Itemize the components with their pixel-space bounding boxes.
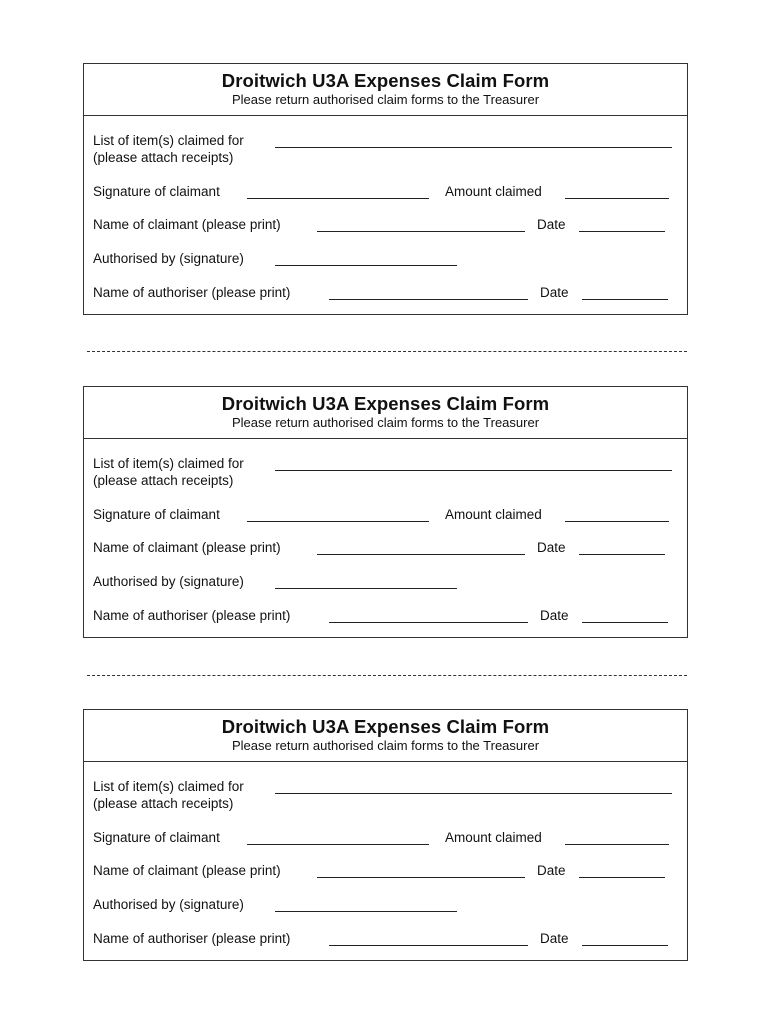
form-subtitle: Please return authorised claim forms to the Treasurer <box>231 92 540 107</box>
authorised-signature-field[interactable] <box>275 588 457 589</box>
form-title: Droitwich U3A Expenses Claim Form <box>221 70 550 91</box>
signature-field[interactable] <box>247 198 429 199</box>
date-label: Date <box>537 863 566 878</box>
signature-field[interactable] <box>247 521 429 522</box>
form-subtitle: Please return authorised claim forms to the Treasurer <box>231 415 540 430</box>
form-body <box>84 762 687 960</box>
cut-line <box>87 351 687 352</box>
signature-label: Signature of claimant <box>93 184 220 199</box>
authorised-label: Authorised by (signature) <box>93 897 244 912</box>
items-field[interactable] <box>275 470 672 471</box>
authoriser-name-label: Name of authoriser (please print) <box>93 931 291 946</box>
authorised-signature-field[interactable] <box>275 265 457 266</box>
amount-label: Amount claimed <box>445 184 542 199</box>
claimant-name-field[interactable] <box>317 554 525 555</box>
amount-field[interactable] <box>565 521 669 522</box>
date-label: Date <box>540 608 569 623</box>
claim-date-field[interactable] <box>579 231 665 232</box>
authorised-signature-field[interactable] <box>275 911 457 912</box>
amount-field[interactable] <box>565 198 669 199</box>
claimant-name-label: Name of claimant (please print) <box>93 863 281 878</box>
cut-line <box>87 675 687 676</box>
authorised-date-field[interactable] <box>582 622 668 623</box>
amount-label: Amount claimed <box>445 830 542 845</box>
items-label: List of item(s) claimed for <box>93 133 244 148</box>
claimant-name-field[interactable] <box>317 231 525 232</box>
items-field[interactable] <box>275 793 672 794</box>
claim-form-1 <box>83 63 688 315</box>
date-label: Date <box>540 931 569 946</box>
authorised-date-field[interactable] <box>582 945 668 946</box>
form-subtitle: Please return authorised claim forms to the Treasurer <box>231 738 540 753</box>
signature-label: Signature of claimant <box>93 507 220 522</box>
authorised-date-field[interactable] <box>582 299 668 300</box>
amount-label: Amount claimed <box>445 507 542 522</box>
form-header <box>84 387 687 439</box>
authorised-label: Authorised by (signature) <box>93 251 244 266</box>
form-header <box>84 710 687 762</box>
items-field[interactable] <box>275 147 672 148</box>
authoriser-name-label: Name of authoriser (please print) <box>93 285 291 300</box>
form-body <box>84 116 687 314</box>
items-label: List of item(s) claimed for <box>93 779 244 794</box>
form-title: Droitwich U3A Expenses Claim Form <box>221 716 550 737</box>
amount-field[interactable] <box>565 844 669 845</box>
claimant-name-label: Name of claimant (please print) <box>93 540 281 555</box>
claim-date-field[interactable] <box>579 554 665 555</box>
authorised-label: Authorised by (signature) <box>93 574 244 589</box>
claim-form-3 <box>83 709 688 961</box>
form-title: Droitwich U3A Expenses Claim Form <box>221 393 550 414</box>
claim-date-field[interactable] <box>579 877 665 878</box>
items-label: List of item(s) claimed for <box>93 456 244 471</box>
signature-field[interactable] <box>247 844 429 845</box>
receipts-note: (please attach receipts) <box>93 796 234 811</box>
claim-form-2 <box>83 386 688 638</box>
receipts-note: (please attach receipts) <box>93 150 234 165</box>
authoriser-name-field[interactable] <box>329 622 528 623</box>
form-header <box>84 64 687 116</box>
authoriser-name-field[interactable] <box>329 299 528 300</box>
claimant-name-label: Name of claimant (please print) <box>93 217 281 232</box>
signature-label: Signature of claimant <box>93 830 220 845</box>
receipts-note: (please attach receipts) <box>93 473 234 488</box>
authoriser-name-field[interactable] <box>329 945 528 946</box>
claimant-name-field[interactable] <box>317 877 525 878</box>
date-label: Date <box>537 217 566 232</box>
authoriser-name-label: Name of authoriser (please print) <box>93 608 291 623</box>
form-body <box>84 439 687 637</box>
date-label: Date <box>540 285 569 300</box>
date-label: Date <box>537 540 566 555</box>
